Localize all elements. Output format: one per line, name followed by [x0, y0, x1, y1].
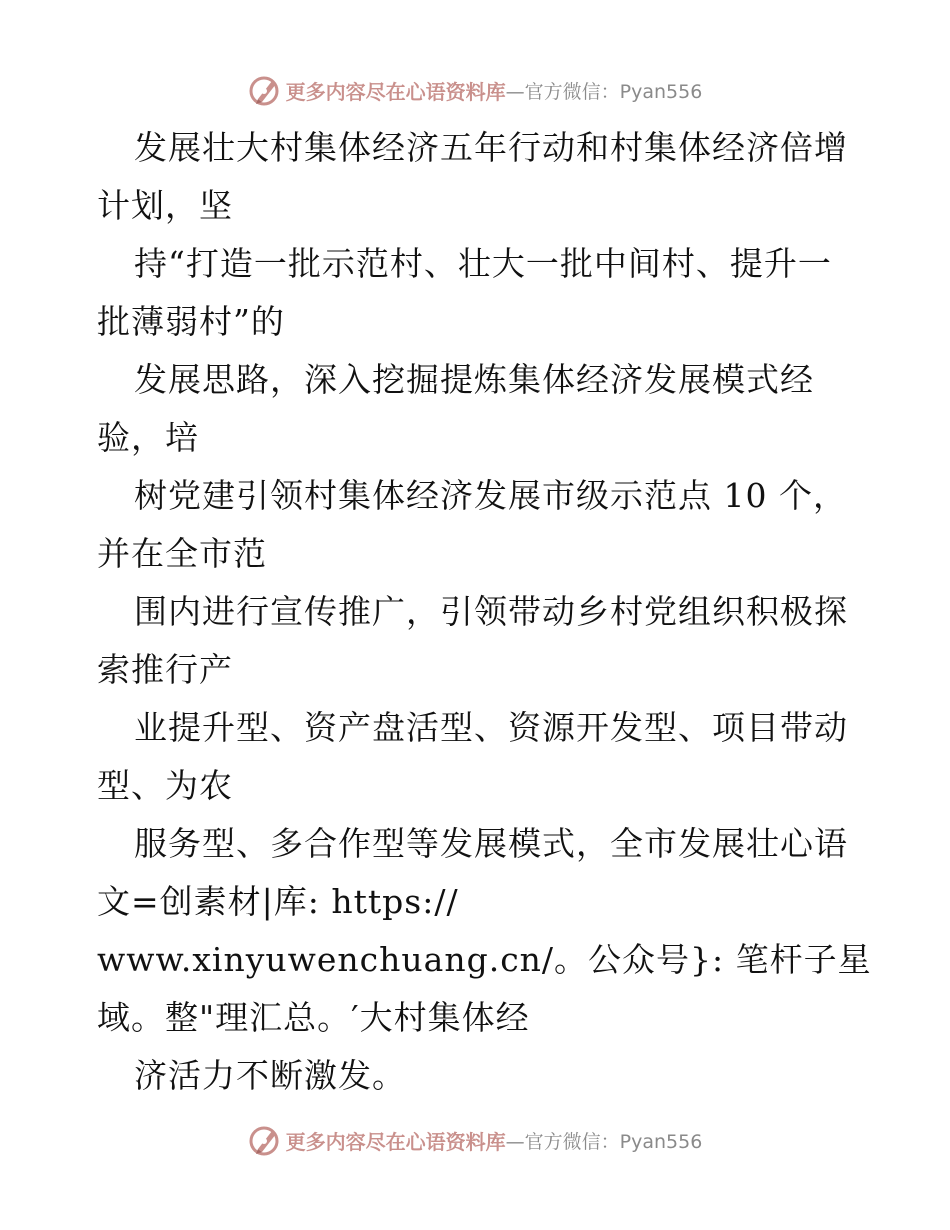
body-line: 索推行产 [97, 650, 233, 689]
body-line: 型、为农 [97, 766, 233, 805]
footer-banner-red-text: 更多内容尽在心语资料库 [285, 1129, 506, 1154]
body-line: 服务型、多合作型等发展模式，全市发展壮心语 [134, 824, 848, 863]
body-line: 济活力不断激发。 [134, 1056, 406, 1095]
body-line: 并在全市范 [97, 534, 267, 573]
footer-banner-grey-text: —官方微信：Pyan556 [505, 1130, 703, 1153]
footer-watermark-banner [0, 1120, 950, 1160]
body-line: 发展壮大村集体经济五年行动和村集体经济倍增 [134, 128, 848, 167]
header-banner-grey-text: —官方微信：Pyan556 [505, 80, 703, 103]
body-line: 树党建引领村集体经济发展市级示范点 10 个， [134, 476, 847, 515]
body-line: 域。整"理汇总。′大村集体经 [97, 998, 530, 1037]
body-line: 计划，坚 [97, 186, 233, 225]
body-line: 持“打造一批示范村、壮大一批中间村、提升一 [134, 244, 832, 283]
body-line: 业提升型、资产盘活型、资源开发型、项目带动 [134, 708, 848, 747]
body-line: 验，培 [97, 418, 199, 457]
body-line: 批薄弱村”的 [97, 302, 285, 341]
body-line: 文=创素材|库: https:// [97, 882, 459, 921]
body-line: www.xinyuwenchuang.cn/。公众号}: 笔杆子星 [97, 940, 872, 979]
body-line: 发展思路，深入挖掘提炼集体经济发展模式经 [134, 360, 814, 399]
header-banner-red-text: 更多内容尽在心语资料库 [285, 79, 506, 104]
pen-logo-icon [248, 1123, 282, 1157]
body-line: 围内进行宣传推广，引领带动乡村党组织积极探 [134, 592, 848, 631]
